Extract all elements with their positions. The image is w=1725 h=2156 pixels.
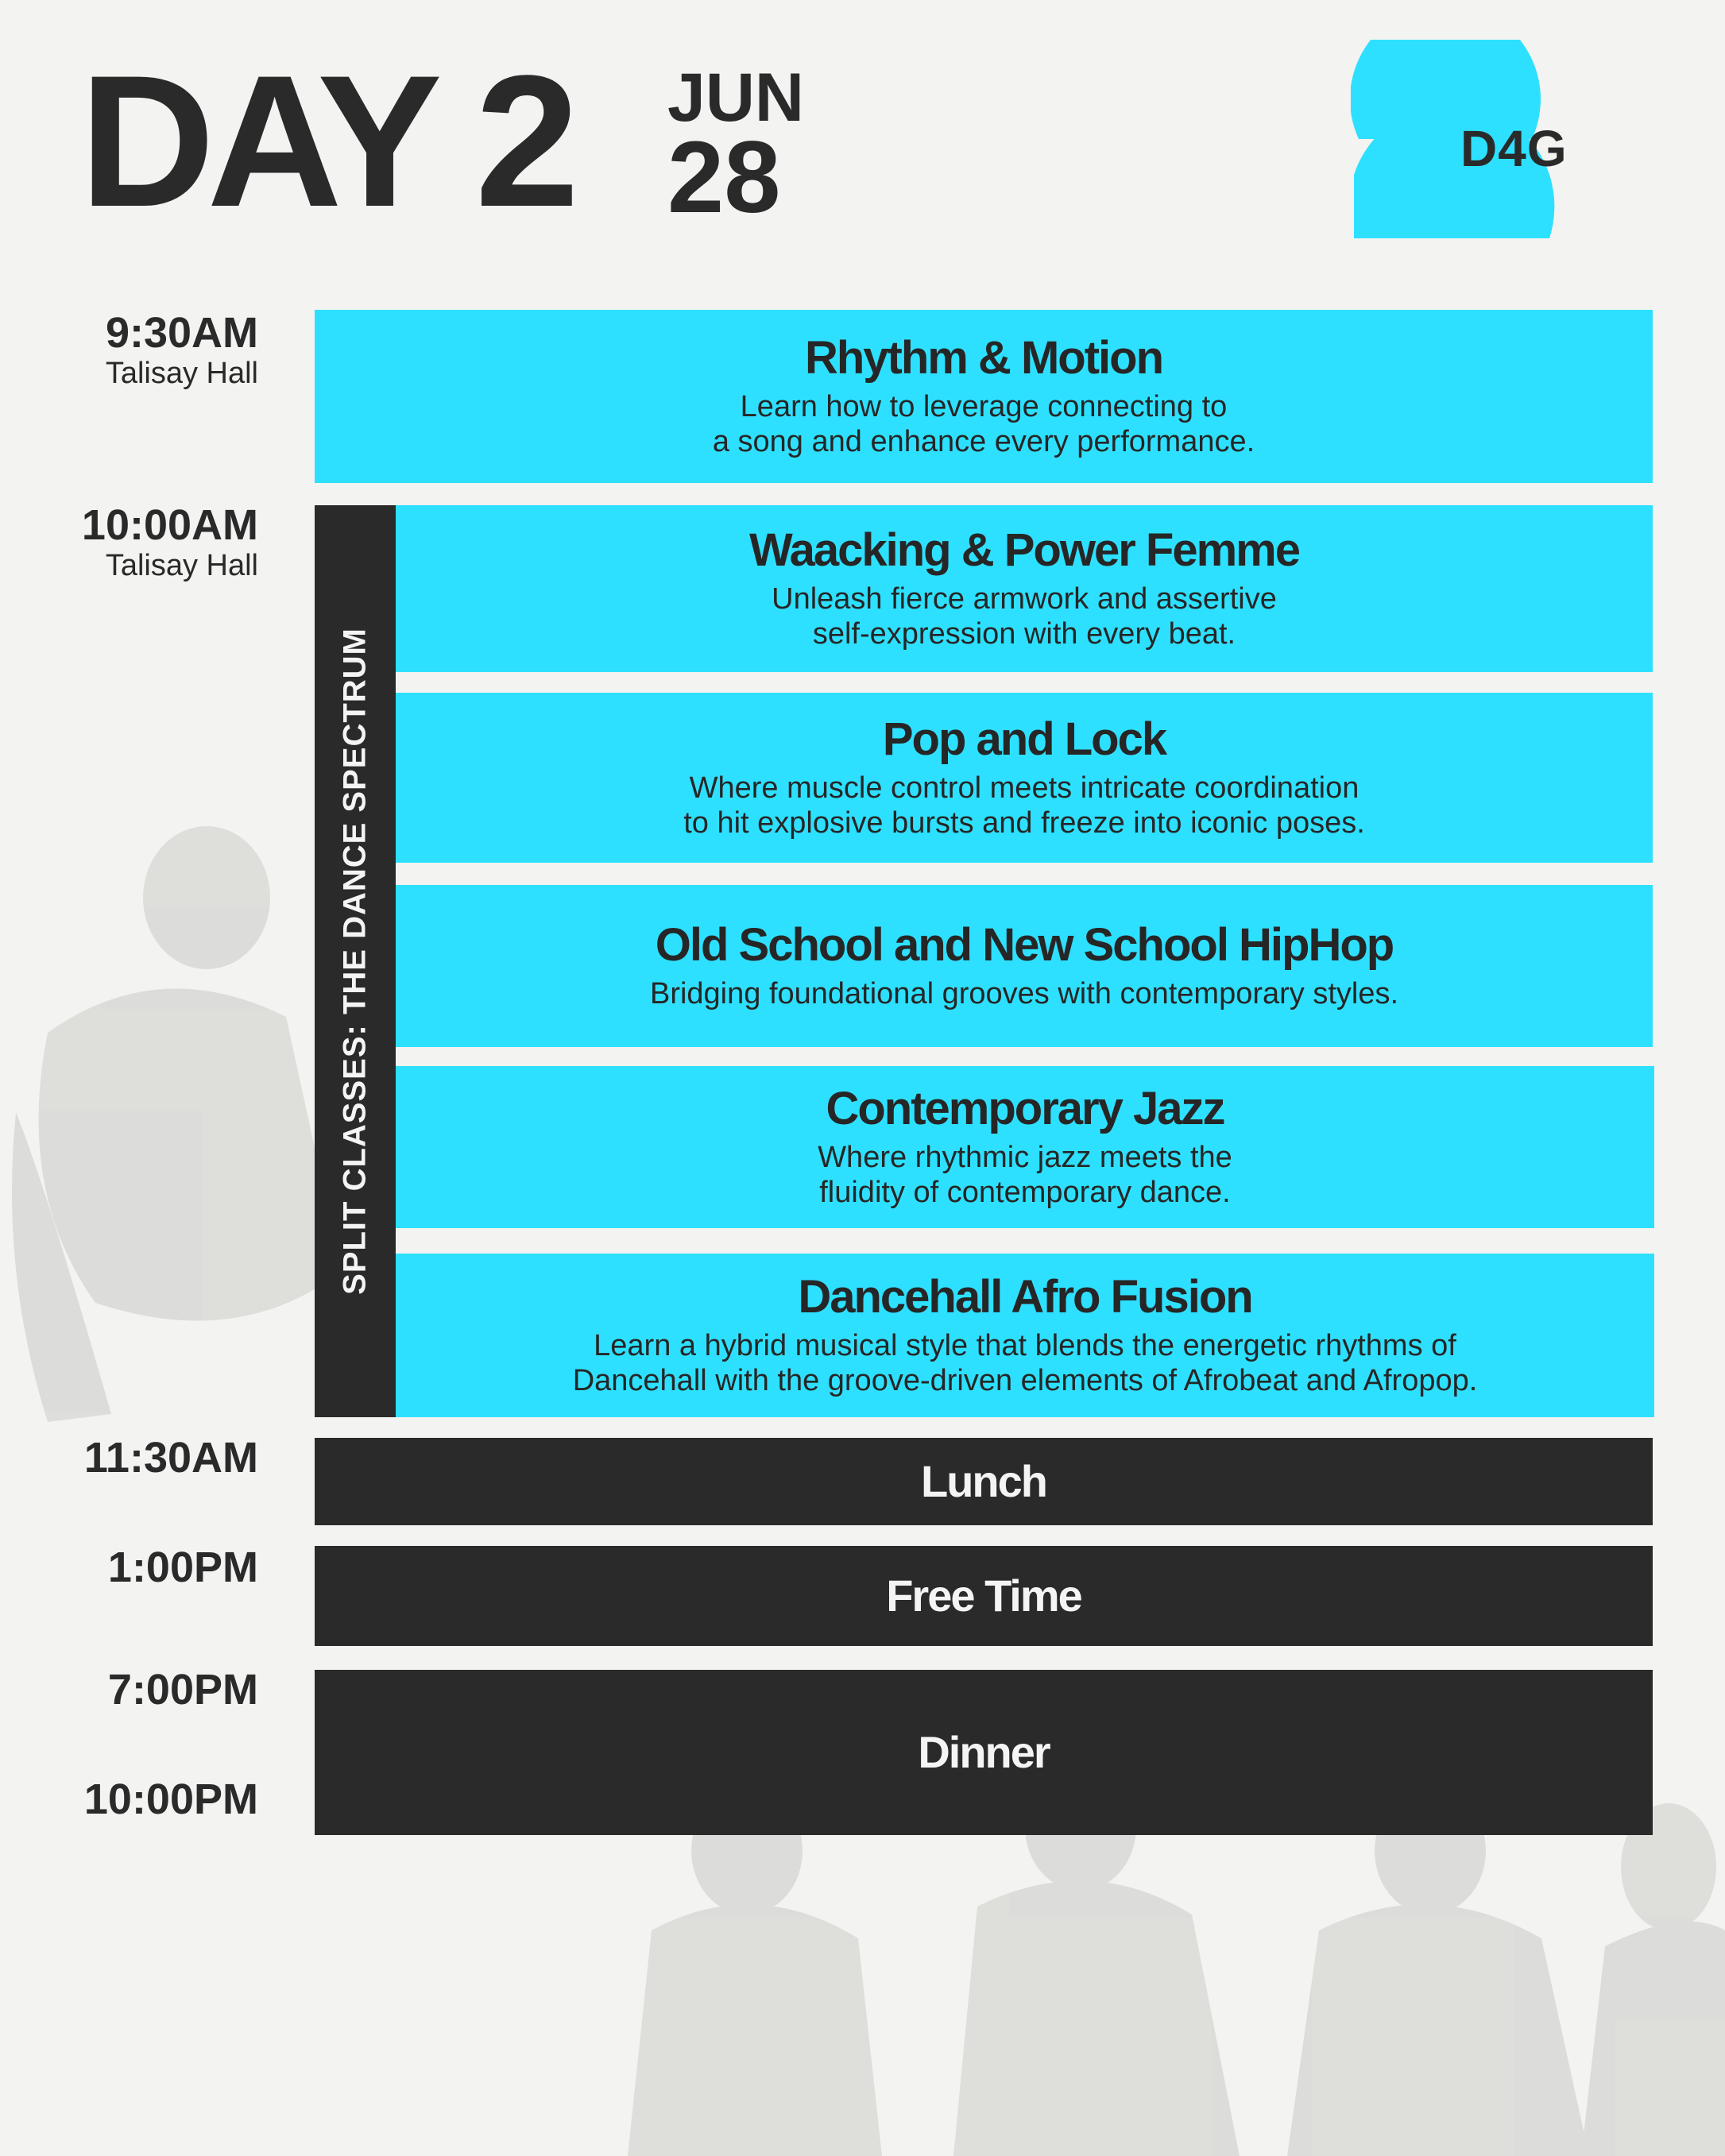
break-title: Free Time xyxy=(886,1571,1081,1621)
session-venue: Talisay Hall xyxy=(105,357,258,390)
break-title: Lunch xyxy=(921,1456,1046,1507)
class-block xyxy=(396,693,1653,863)
session-time: 9:30AM xyxy=(105,309,258,357)
break-title: Dinner xyxy=(918,1727,1050,1778)
break-time: 7:00PM xyxy=(107,1666,258,1714)
split-classes-label: SPLIT CLASSES: THE DANCE SPECTRUM xyxy=(337,628,373,1295)
session-description: Learn how to leverage connecting to a song and enhance every performance. xyxy=(712,390,1255,458)
class-title: Old School and New School HipHop xyxy=(655,919,1394,972)
class-title: Contemporary Jazz xyxy=(826,1083,1224,1135)
class-description: Where muscle control meets intricate coordination to hit explosive bursts and freeze into iconic poses. xyxy=(683,771,1365,840)
break-time: 11:30AM xyxy=(83,1434,258,1482)
split-venue: Talisay Hall xyxy=(105,549,258,582)
class-description: Where rhythmic jazz meets the fluidity of contemporary dance. xyxy=(818,1141,1232,1209)
class-title: Pop and Lock xyxy=(882,713,1166,766)
break-block xyxy=(315,1546,1653,1646)
class-block xyxy=(396,885,1653,1047)
class-block xyxy=(396,505,1653,672)
date-month: JUN xyxy=(667,60,805,136)
logo-text: D4G xyxy=(1460,120,1568,177)
class-description: Bridging foundational grooves with contemporary styles. xyxy=(649,977,1399,1011)
class-description: Unleash fierce armwork and assertive self-expression with every beat. xyxy=(772,582,1277,651)
session-title: Rhythm & Motion xyxy=(804,332,1163,384)
class-title: Waacking & Power Femme xyxy=(749,524,1299,577)
break-block xyxy=(315,1670,1653,1835)
class-block xyxy=(396,1254,1654,1417)
class-title: Dancehall Afro Fusion xyxy=(798,1271,1252,1323)
date-day: 28 xyxy=(667,121,781,234)
break-block xyxy=(315,1438,1653,1525)
class-description: Learn a hybrid musical style that blends the energetic rhythms of Dancehall with the groove-driven elements of Afrobeat and Afropop. xyxy=(572,1329,1478,1397)
session-block xyxy=(315,310,1653,483)
break-end-time: 10:00PM xyxy=(83,1775,258,1823)
class-block xyxy=(396,1066,1654,1228)
day-title: DAY 2 xyxy=(79,37,572,246)
break-time: 1:00PM xyxy=(107,1544,258,1591)
split-time: 10:00AM xyxy=(81,501,258,549)
